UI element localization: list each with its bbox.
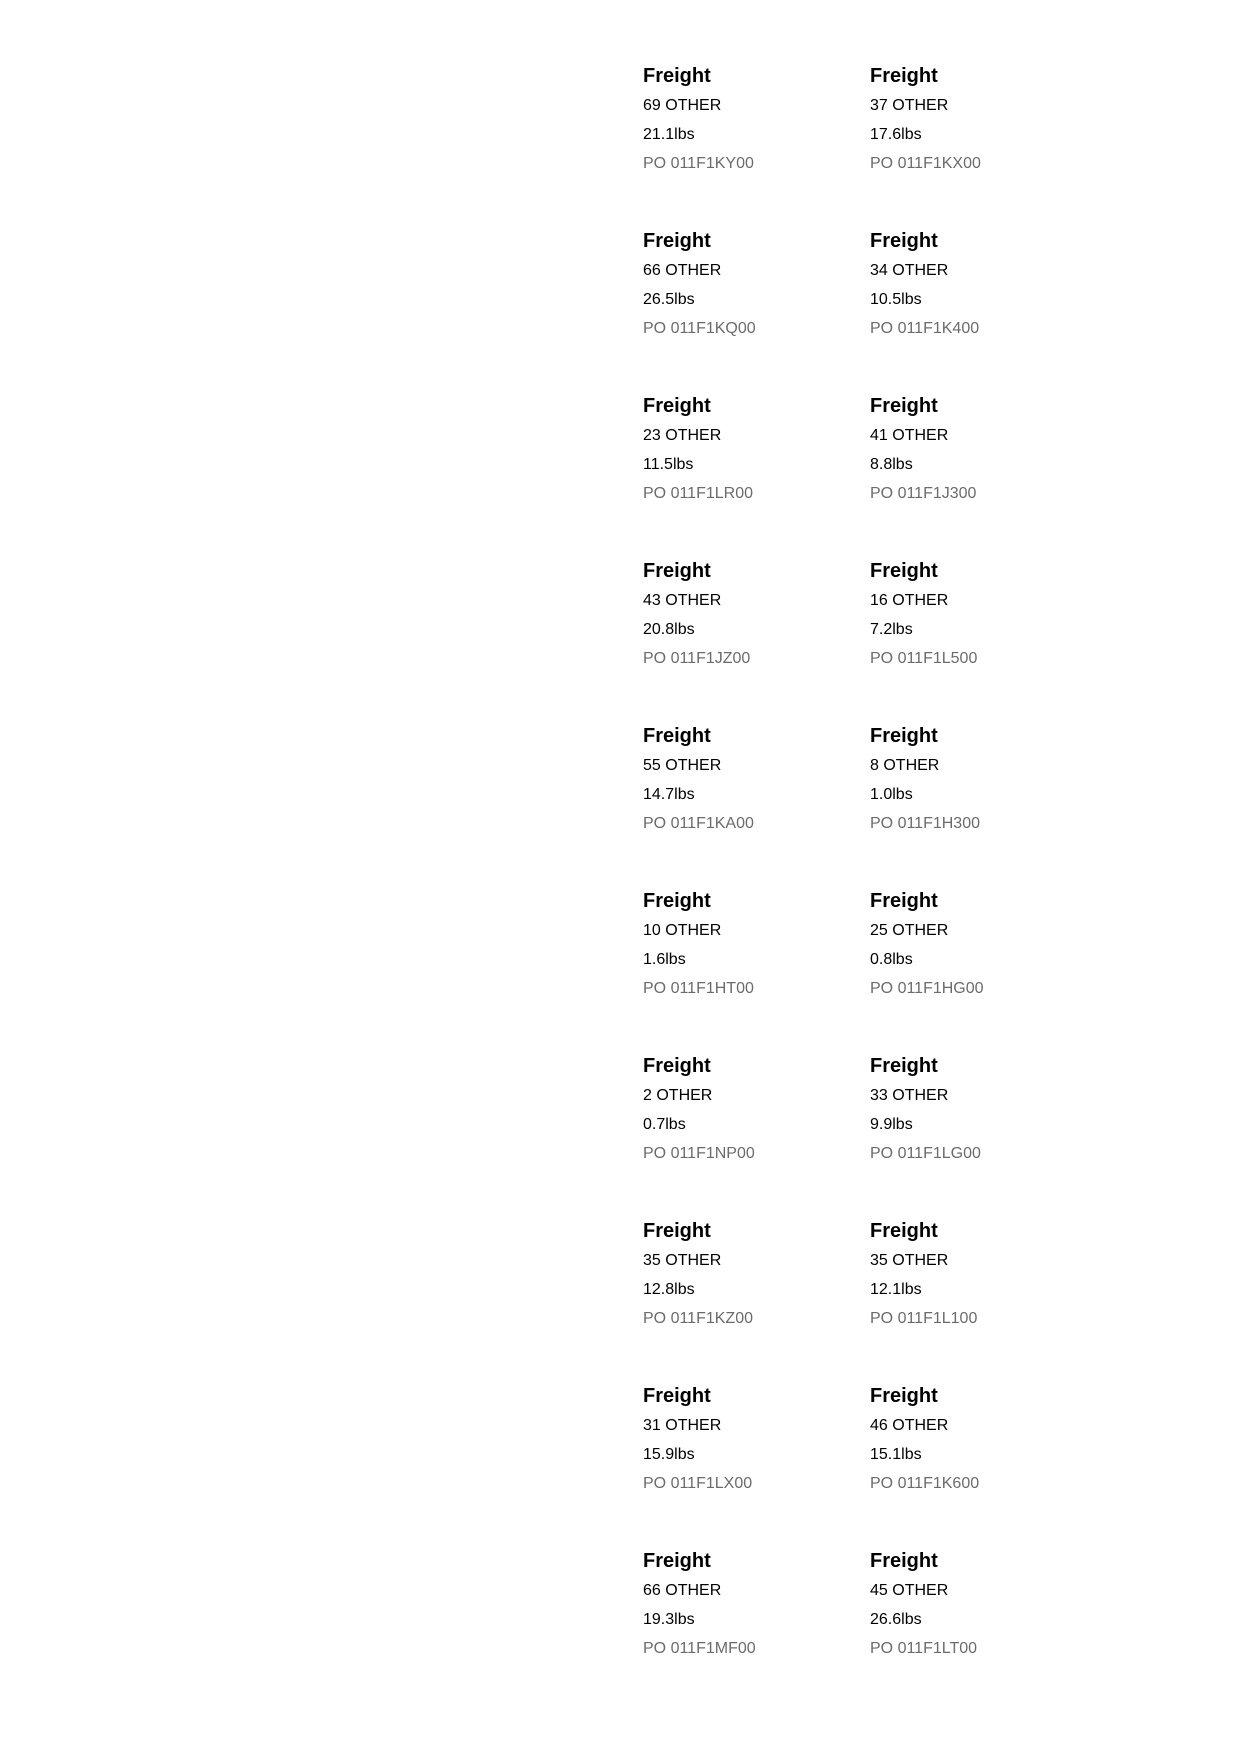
shipment-po: PO 011F1LR00 [643,485,753,502]
shipment-quantity: 33 OTHER [870,1087,949,1104]
shipment-title: Freight [870,890,938,912]
shipment-po: PO 011F1H300 [870,815,980,832]
shipment-po: PO 011F1KA00 [643,815,754,832]
shipment-weight: 12.8lbs [643,1281,695,1298]
shipment-weight: 26.6lbs [870,1611,922,1628]
shipment-quantity: 25 OTHER [870,922,949,939]
shipment-po: PO 011F1LX00 [643,1475,753,1492]
shipment-po: PO 011F1KY00 [643,155,754,172]
shipment-quantity: 55 OTHER [643,757,722,774]
shipment-card [643,394,870,559]
shipment-quantity: 66 OTHER [643,1582,722,1599]
shipment-quantity: 35 OTHER [643,1252,722,1269]
shipment-weight: 17.6lbs [870,126,922,143]
shipment-weight: 8.8lbs [870,456,913,473]
shipment-card [870,394,1097,559]
shipment-title: Freight [643,725,711,747]
shipment-weight: 14.7lbs [643,786,695,803]
shipment-weight: 15.9lbs [643,1446,695,1463]
shipment-card [643,1549,870,1714]
shipment-po: PO 011F1L100 [870,1310,978,1327]
shipment-grid [643,64,1097,1714]
shipment-po: PO 011F1KX00 [870,155,981,172]
shipment-title: Freight [643,395,711,417]
shipment-card [643,1384,870,1549]
shipment-card [870,724,1097,889]
shipment-title: Freight [643,1550,711,1572]
shipment-title: Freight [870,65,938,87]
shipment-title: Freight [870,725,938,747]
shipment-po: PO 011F1KQ00 [643,320,756,337]
shipment-po: PO 011F1HG00 [870,980,984,997]
shipment-title: Freight [870,560,938,582]
shipment-card [643,229,870,394]
shipment-title: Freight [870,395,938,417]
shipment-weight: 21.1lbs [643,126,695,143]
shipment-card [870,889,1097,1054]
shipment-weight: 9.9lbs [870,1116,913,1133]
shipment-po: PO 011F1J300 [870,485,977,502]
shipment-weight: 1.0lbs [870,786,913,803]
shipment-title: Freight [870,1385,938,1407]
shipment-title: Freight [870,230,938,252]
shipment-weight: 26.5lbs [643,291,695,308]
shipment-title: Freight [643,890,711,912]
shipment-quantity: 10 OTHER [643,922,722,939]
shipment-weight: 15.1lbs [870,1446,922,1463]
shipment-quantity: 41 OTHER [870,427,949,444]
shipment-quantity: 69 OTHER [643,97,722,114]
shipment-weight: 12.1lbs [870,1281,922,1298]
shipment-weight: 11.5lbs [643,456,694,473]
shipment-title: Freight [643,1055,711,1077]
shipment-card [870,64,1097,229]
shipment-quantity: 37 OTHER [870,97,949,114]
shipment-weight: 20.8lbs [643,621,695,638]
shipment-po: PO 011F1K600 [870,1475,980,1492]
shipment-card [643,559,870,724]
shipment-title: Freight [643,1385,711,1407]
shipment-po: PO 011F1LG00 [870,1145,981,1162]
shipment-card [643,1054,870,1219]
shipment-quantity: 43 OTHER [643,592,722,609]
shipment-title: Freight [870,1550,938,1572]
shipment-quantity: 66 OTHER [643,262,722,279]
shipment-card [870,1054,1097,1219]
shipment-quantity: 8 OTHER [870,757,940,774]
shipment-quantity: 2 OTHER [643,1087,713,1104]
shipment-title: Freight [643,1220,711,1242]
shipment-po: PO 011F1LT00 [870,1640,978,1657]
shipment-title: Freight [643,65,711,87]
shipment-card [643,64,870,229]
shipment-quantity: 16 OTHER [870,592,949,609]
shipment-weight: 0.8lbs [870,951,913,968]
shipment-quantity: 46 OTHER [870,1417,949,1434]
shipment-card [643,724,870,889]
shipment-po: PO 011F1KZ00 [643,1310,753,1327]
shipment-po: PO 011F1MF00 [643,1640,756,1657]
shipment-po: PO 011F1L500 [870,650,978,667]
shipment-quantity: 45 OTHER [870,1582,949,1599]
shipment-po: PO 011F1HT00 [643,980,754,997]
shipment-weight: 19.3lbs [643,1611,695,1628]
shipment-po: PO 011F1K400 [870,320,980,337]
shipment-card [870,229,1097,394]
shipment-quantity: 23 OTHER [643,427,722,444]
shipment-card [870,1384,1097,1549]
shipment-quantity: 34 OTHER [870,262,949,279]
shipment-card [870,1549,1097,1714]
shipment-po: PO 011F1JZ00 [643,650,751,667]
shipment-weight: 0.7lbs [643,1116,686,1133]
shipment-weight: 1.6lbs [643,951,686,968]
shipment-weight: 10.5lbs [870,291,922,308]
shipment-title: Freight [643,230,711,252]
shipment-card [870,1219,1097,1384]
shipment-weight: 7.2lbs [870,621,913,638]
shipment-quantity: 31 OTHER [643,1417,722,1434]
shipment-quantity: 35 OTHER [870,1252,949,1269]
shipment-title: Freight [643,560,711,582]
shipment-po: PO 011F1NP00 [643,1145,755,1162]
shipment-card [870,559,1097,724]
shipment-card [643,1219,870,1384]
shipment-card [643,889,870,1054]
shipment-title: Freight [870,1220,938,1242]
shipment-title: Freight [870,1055,938,1077]
